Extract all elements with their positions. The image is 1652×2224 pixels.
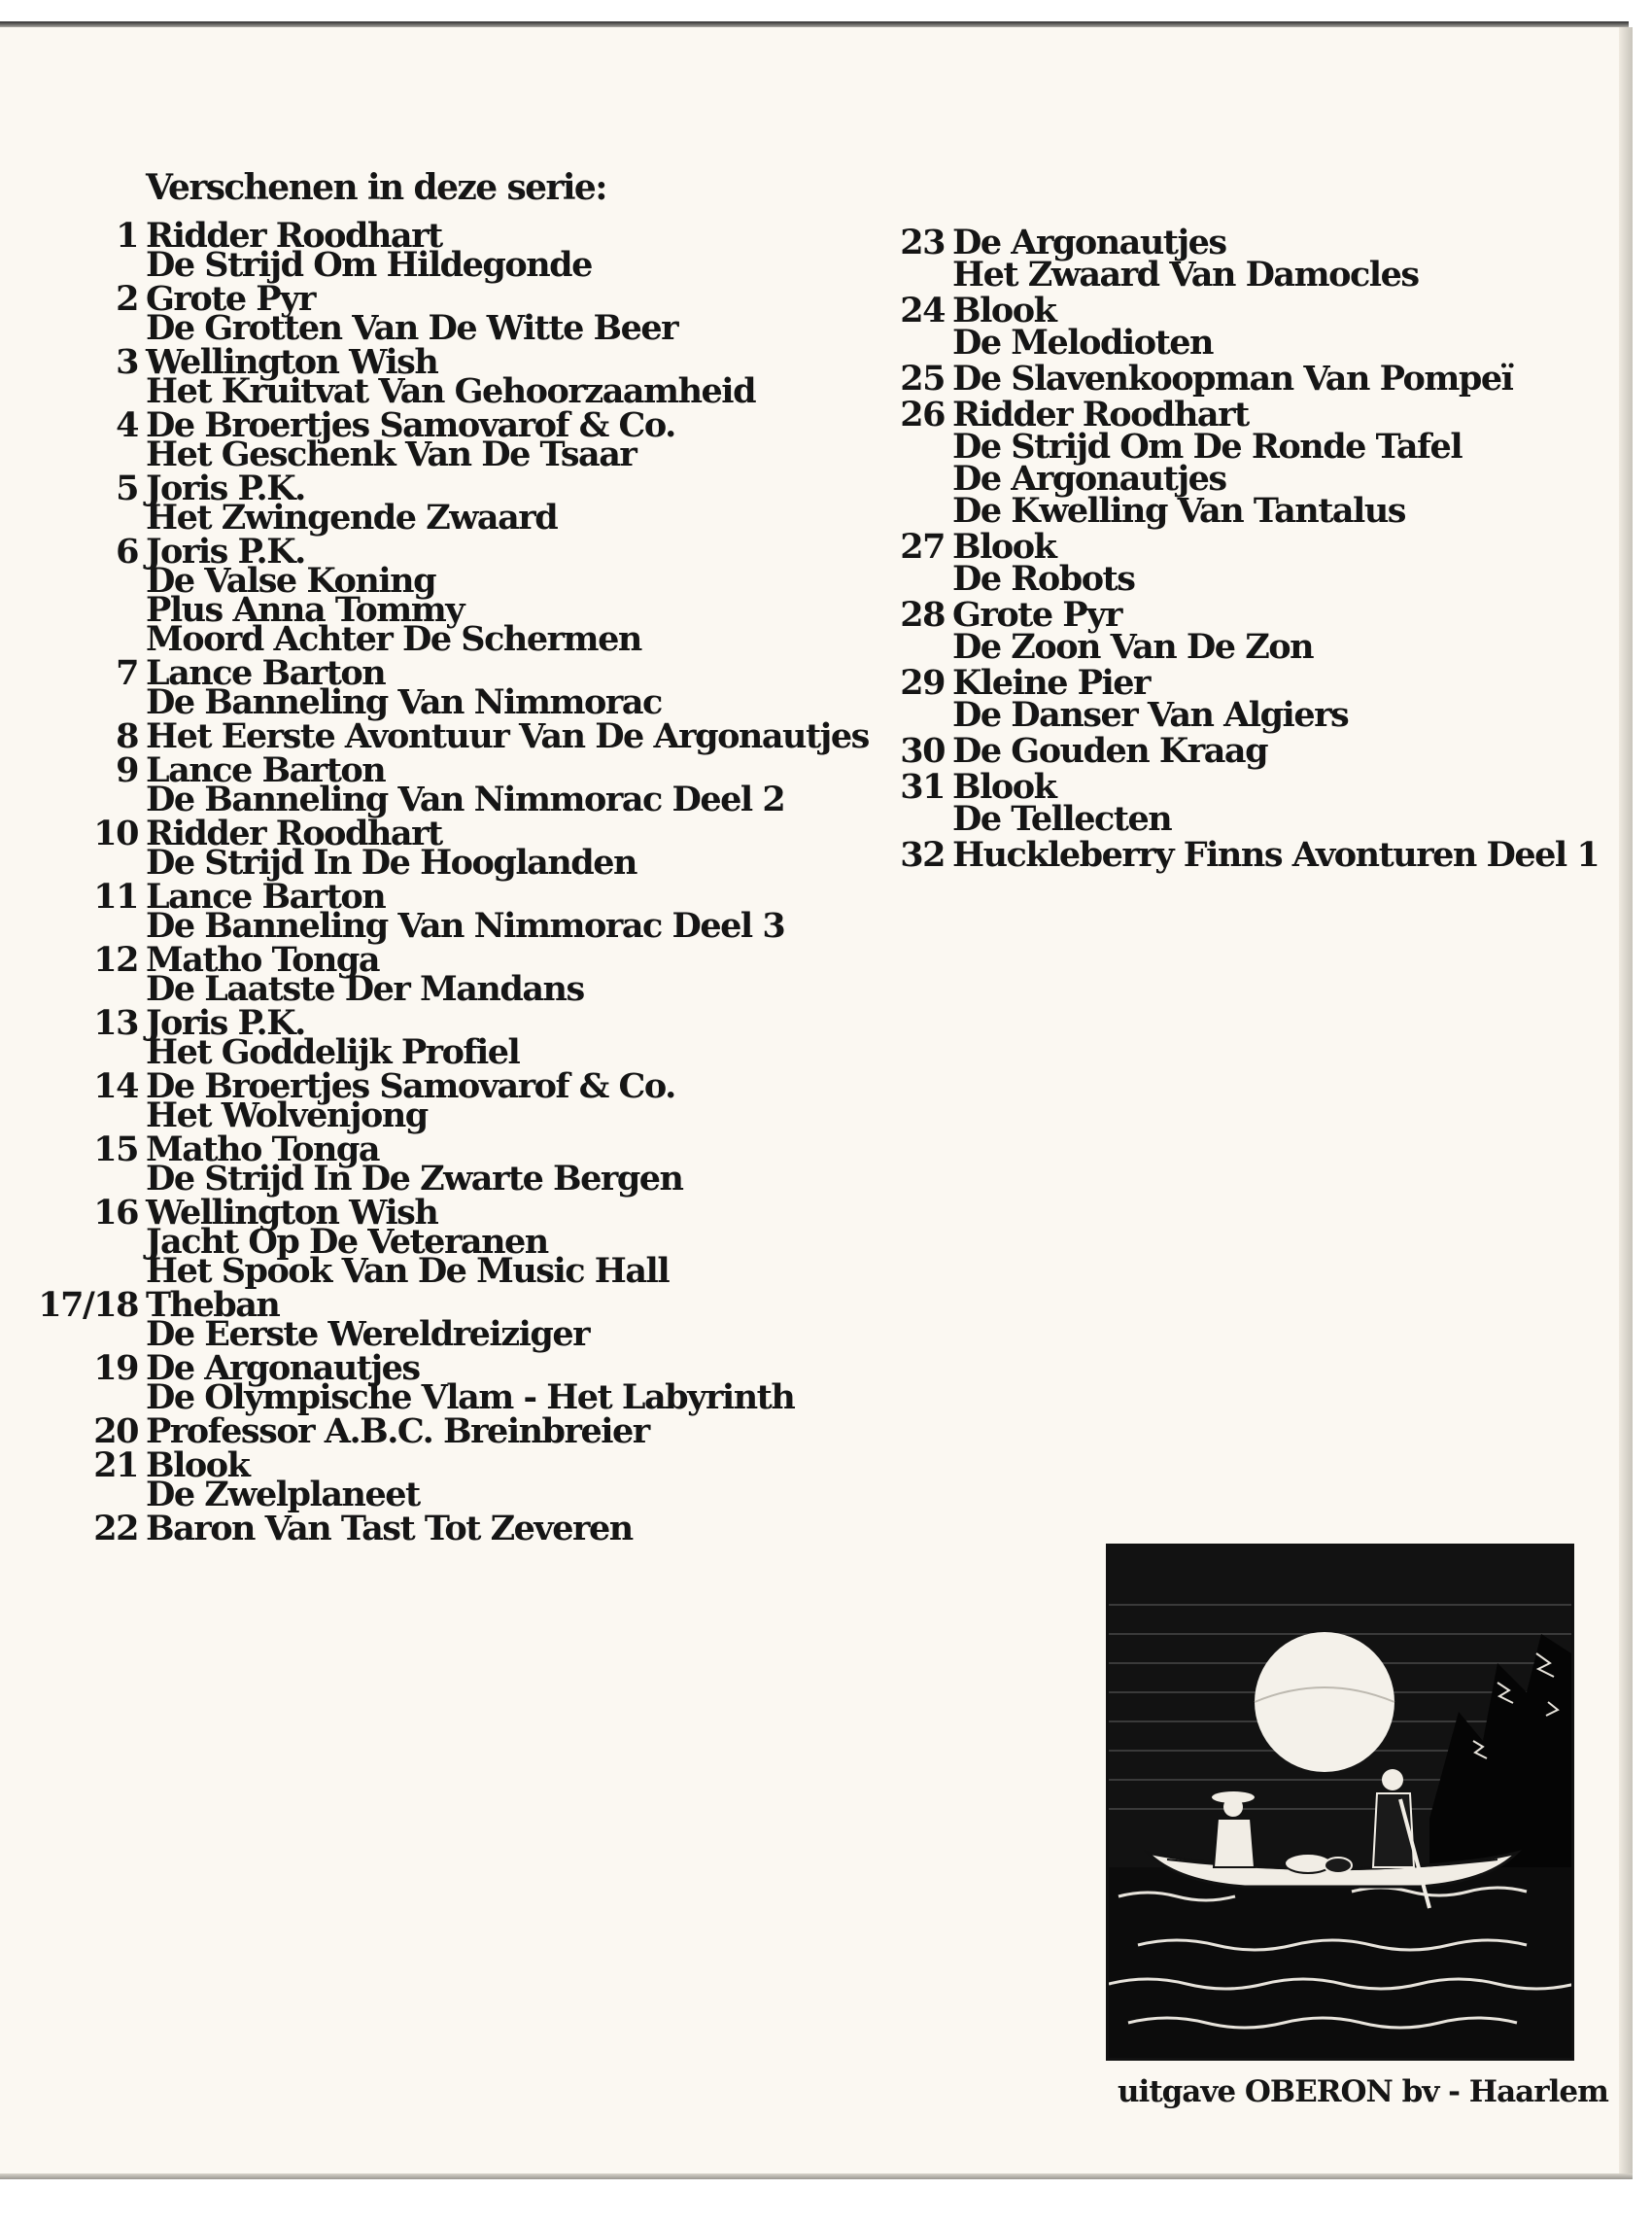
entry-title: De Zwelplaneet <box>146 1475 420 1514</box>
entry-title: De Grotten Van De Witte Beer <box>146 308 678 348</box>
entry-series-name: Grote Pyr <box>952 595 1121 635</box>
series-entry <box>900 767 1594 839</box>
entry-title: De Banneling Van Nimmorac <box>146 682 662 722</box>
series-entry <box>116 653 865 722</box>
series-entry <box>116 716 869 756</box>
entry-number: 7 <box>116 653 138 693</box>
entry-series-name: Wellington Wish <box>146 342 438 382</box>
entry-series-name: De Gouden Kraag <box>952 731 1268 771</box>
series-entry <box>116 342 865 411</box>
entry-series-name: Kleine Pier <box>952 663 1151 703</box>
series-entry <box>38 1285 865 1354</box>
entry-title: Het Zwaard Van Damocles <box>952 255 1419 295</box>
entry-series-name: Ridder Roodhart <box>146 814 442 853</box>
entry-series-name: Lance Barton <box>146 750 386 790</box>
entry-number: 30 <box>900 731 945 771</box>
entry-number: 32 <box>900 835 945 875</box>
entry-series-name: Wellington Wish <box>146 1193 438 1233</box>
entry-series-name: Ridder Roodhart <box>146 216 442 256</box>
entry-title: Jacht Op De Veteranen <box>146 1222 548 1262</box>
entry-number: 17/18 <box>38 1285 138 1325</box>
series-entry <box>93 1193 865 1291</box>
entry-series-name: Blook <box>952 291 1056 330</box>
entry-number: 13 <box>93 1003 138 1043</box>
entry-title: Het Spook Van De Music Hall <box>146 1251 670 1291</box>
series-entry <box>93 1129 865 1199</box>
entry-number: 16 <box>93 1193 138 1233</box>
entry-title: De Argonautjes <box>952 459 1226 499</box>
canoe-moon-illustration <box>1106 1544 1574 2061</box>
entry-series-name: Blook <box>146 1445 250 1485</box>
entry-number: 2 <box>116 279 138 319</box>
series-entry <box>900 595 1594 667</box>
entry-number: 20 <box>93 1411 138 1451</box>
series-entry <box>900 527 1594 599</box>
entry-number: 29 <box>900 663 945 703</box>
series-entry <box>900 291 1594 363</box>
entry-title: Het Zwingende Zwaard <box>146 498 558 538</box>
entry-title: Het Kruitvat Van Gehoorzaamheid <box>146 371 756 411</box>
entry-number: 24 <box>900 291 945 330</box>
series-entry <box>116 469 865 538</box>
series-entry <box>93 1003 865 1072</box>
entry-title: De Kwelling Van Tantalus <box>952 491 1405 531</box>
entry-title: Moord Achter De Schermen <box>146 619 641 659</box>
entry-series-name: De Argonautjes <box>146 1348 420 1388</box>
entry-number: 11 <box>93 877 138 917</box>
entry-number: 8 <box>116 716 138 756</box>
entry-title: De Melodioten <box>952 323 1213 363</box>
entry-number: 22 <box>93 1509 138 1548</box>
entry-series-name: Lance Barton <box>146 877 386 917</box>
entry-series-name: De Slavenkoopman Van Pompeï <box>952 359 1513 399</box>
entry-number: 12 <box>93 940 138 980</box>
entry-number: 19 <box>93 1348 138 1388</box>
entry-number: 25 <box>900 359 945 399</box>
entry-title: De Strijd In De Zwarte Bergen <box>146 1159 683 1199</box>
entry-number: 3 <box>116 342 138 382</box>
entry-title: De Strijd Om Hildegonde <box>146 245 592 285</box>
series-entry <box>900 663 1594 735</box>
entry-title: De Laatste Der Mandans <box>146 969 584 1009</box>
entry-title: De Strijd Om De Ronde Tafel <box>952 427 1463 467</box>
entry-series-name: Joris P.K. <box>146 469 305 508</box>
entry-series-name: Huckleberry Finns Avonturen Deel 1 <box>952 835 1600 875</box>
series-entry <box>900 395 1594 531</box>
series-entry <box>93 877 865 946</box>
entry-title: Plus Anna Tommy <box>146 590 465 630</box>
entry-number: 14 <box>93 1066 138 1106</box>
entry-series-name: Joris P.K. <box>146 532 305 572</box>
entry-number: 15 <box>93 1129 138 1169</box>
series-entry <box>116 750 865 819</box>
left-column-list <box>38 216 869 1548</box>
entry-number: 31 <box>900 767 945 807</box>
series-entry <box>116 216 865 285</box>
entry-series-name: Matho Tonga <box>146 940 380 980</box>
entry-series-name: Baron Van Tast Tot Zeveren <box>146 1509 633 1548</box>
series-entry <box>93 1509 865 1548</box>
entry-number: 27 <box>900 527 945 567</box>
entry-series-name: Het Eerste Avontuur Van De Argonautjes <box>146 716 869 756</box>
entry-title: Het Wolvenjong <box>146 1095 428 1135</box>
entry-number: 10 <box>93 814 138 853</box>
series-entry <box>900 731 1594 771</box>
entry-number: 1 <box>116 216 138 256</box>
entry-title: De Strijd In De Hooglanden <box>146 843 637 883</box>
entry-number: 5 <box>116 469 138 508</box>
series-entry <box>93 1348 865 1417</box>
entry-title: De Robots <box>952 559 1135 599</box>
entry-series-name: Theban <box>146 1285 280 1325</box>
entry-series-name: De Broertjes Samovarof & Co. <box>146 405 675 445</box>
entry-title: De Tellecten <box>952 799 1172 839</box>
entry-title: Het Goddelijk Profiel <box>146 1032 520 1072</box>
page-bottom-edge <box>0 2173 1633 2179</box>
entry-series-name: Joris P.K. <box>146 1003 305 1043</box>
series-entry <box>900 223 1594 295</box>
series-entry <box>93 940 865 1009</box>
entry-title: De Banneling Van Nimmorac Deel 3 <box>146 906 785 946</box>
entry-title: De Banneling Van Nimmorac Deel 2 <box>146 780 785 819</box>
series-entry <box>93 1411 865 1451</box>
entry-series-name: De Argonautjes <box>952 223 1226 262</box>
series-entry <box>116 405 865 474</box>
page-right-edge <box>1619 27 1633 2177</box>
entry-series-name: Blook <box>952 767 1056 807</box>
entry-title: De Eerste Wereldreiziger <box>146 1314 590 1354</box>
entry-series-name: Blook <box>952 527 1056 567</box>
series-entry <box>93 814 865 883</box>
publisher-imprint: uitgave OBERON bv - Haarlem <box>1118 2074 1608 2109</box>
entry-number: 28 <box>900 595 945 635</box>
entry-number: 6 <box>116 532 138 572</box>
entry-title: Het Geschenk Van De Tsaar <box>146 434 637 474</box>
entry-number: 4 <box>116 405 138 445</box>
entry-number: 23 <box>900 223 945 262</box>
entry-series-name: Ridder Roodhart <box>952 395 1249 434</box>
entry-number: 26 <box>900 395 945 434</box>
series-entry <box>93 1066 865 1135</box>
entry-series-name: De Broertjes Samovarof & Co. <box>146 1066 675 1106</box>
entry-number: 21 <box>93 1445 138 1485</box>
series-entry <box>116 532 865 659</box>
entry-series-name: Matho Tonga <box>146 1129 380 1169</box>
entry-number: 9 <box>116 750 138 790</box>
series-entry <box>900 359 1594 399</box>
series-entry <box>116 279 865 348</box>
entry-series-name: Lance Barton <box>146 653 386 693</box>
series-entry <box>93 1445 865 1514</box>
entry-title: De Zoon Van De Zon <box>952 627 1314 667</box>
entry-series-name: Professor A.B.C. Breinbreier <box>146 1411 649 1451</box>
entry-title: De Danser Van Algiers <box>952 695 1349 735</box>
entry-series-name: Grote Pyr <box>146 279 315 319</box>
right-column-list <box>900 223 1600 875</box>
series-entry <box>900 835 1600 875</box>
entry-title: De Olympische Vlam - Het Labyrinth <box>146 1377 795 1417</box>
entry-title: De Valse Koning <box>146 561 436 601</box>
series-heading: Verschenen in deze serie: <box>146 167 606 208</box>
